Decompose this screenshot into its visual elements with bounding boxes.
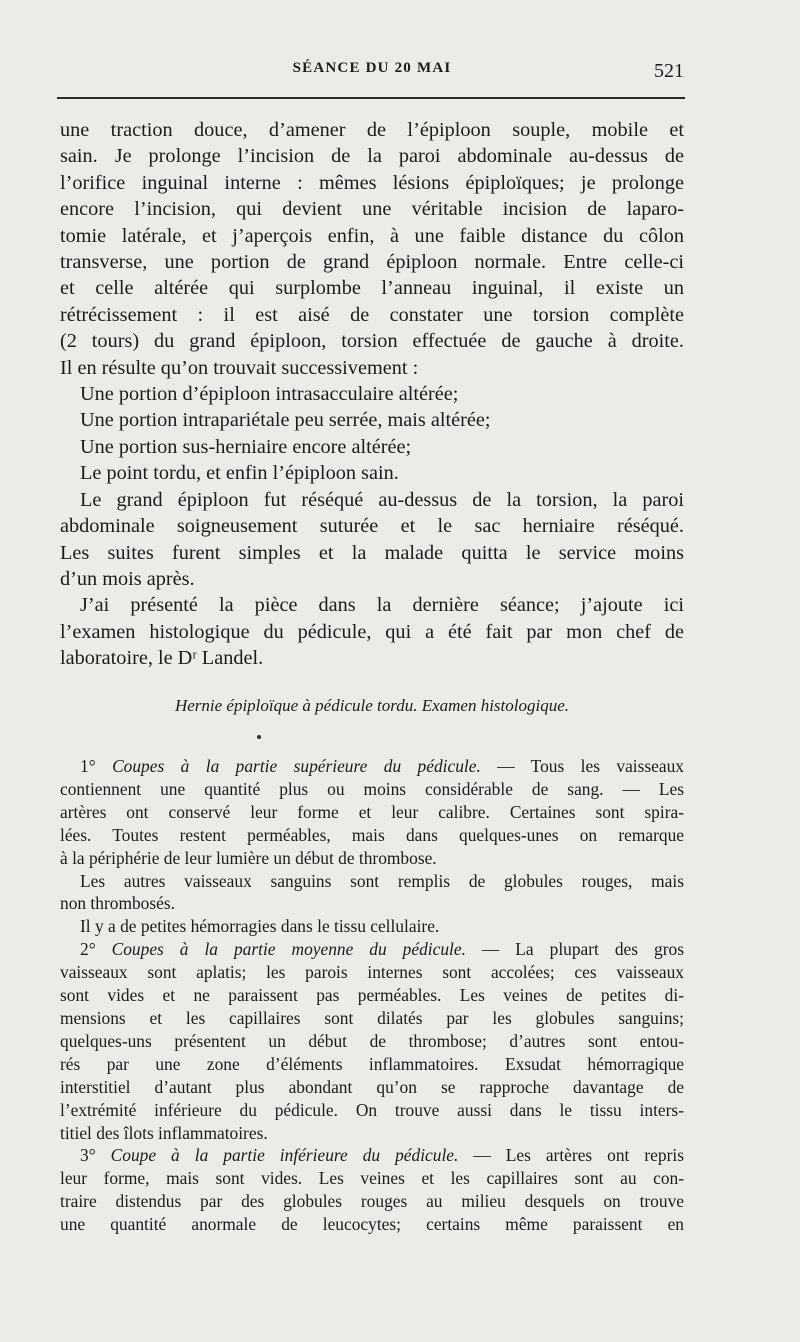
text-line: rétrécissement : il est aisé de constater une torsion complète (60, 303, 684, 326)
text-line: l’orifice inguinal interne : mêmes lésions épiploïques; je prolonge (60, 171, 684, 194)
text-line: mensions et les capillaires sont dilatés par les globules sanguins; (60, 1007, 684, 1028)
text-line: sain. Je prolonge l’incision de la paroi abdominale au-dessus de (60, 145, 684, 168)
text-line: interstitiel d’autant plus abondant qu’on se rapproche davantage de (60, 1076, 684, 1097)
paragraph-title: Coupes à la partie supérieure du pédicule. (112, 756, 481, 776)
paragraph-title: Coupes à la partie moyenne du pédicule. (111, 939, 466, 960)
body-text-main (60, 117, 684, 672)
text-line: artères ont conservé leur forme et leur calibre. Certaines sont spira- (60, 801, 684, 822)
text-line: Une portion sus-herniaire encore altérée; (80, 435, 412, 458)
running-title: SÉANCE DU 20 MAI (292, 60, 452, 76)
text-line: à la périphérie de leur lumière un début de thrombose. (60, 847, 437, 868)
text-line: tomie latérale, et j’aperçois enfin, à une faible distance du côlon (60, 224, 684, 247)
text-line: abdominale soigneusement suturée et le sac herniaire réséqué. (60, 515, 684, 538)
text-line: l’examen histologique du pédicule, qui a été fait par mon chef de (60, 620, 684, 643)
ornament-dot (257, 735, 261, 739)
text-line: Une portion d’épiploon intrasacculaire altérée; (80, 383, 459, 406)
paragraph-number: 2° (80, 939, 96, 960)
section-heading: Hernie épiploïque à pédicule tordu. Examen histologique. (174, 696, 570, 715)
paragraph-number: 3° (80, 1145, 96, 1166)
header-rule (57, 97, 685, 99)
body-text-histology (60, 755, 684, 1236)
text-line: et celle altérée qui surplombe l’anneau inguinal, il existe un (60, 277, 684, 300)
text-line: Il en résulte qu’on trouvait successivement : (60, 356, 419, 379)
text-fragment: — Tous les vaisseaux (480, 756, 684, 776)
text-line: Le point tordu, et enfin l’épiploon sain. (80, 462, 399, 485)
text-line: J’ai présenté la pièce dans la dernière séance; j’ajoute ici (80, 594, 684, 617)
text-line: transverse, une portion de grand épiploon normale. Entre celle-ci (60, 251, 684, 274)
paragraph-first-line (60, 755, 684, 778)
paragraph-first-line (60, 938, 684, 961)
text-line: (2 tours) du grand épiploon, torsion effectuée de gauche à droite. (60, 330, 684, 353)
text-line: non thrombosés. (60, 893, 175, 914)
text-line: Les suites furent simples et la malade quitta le service moins (60, 541, 684, 564)
text-fragment: — La plupart des gros (465, 939, 684, 960)
text-line: encore l’incision, qui devient une véritable incision de laparo- (60, 198, 684, 221)
text-line: Il y a de petites hémorragies dans le tissu cellulaire. (80, 916, 440, 937)
page-number: 521 (654, 60, 684, 82)
text-line: Les autres vaisseaux sanguins sont remplis de globules rouges, mais (80, 870, 684, 891)
text-line: sont vides et ne paraissent pas perméables. Les veines de petites di- (60, 985, 684, 1006)
text-line: laboratoire, le Dʳ Landel. (60, 647, 264, 670)
page-header (60, 60, 684, 84)
text-line: titiel des îlots inflammatoires. (60, 1122, 268, 1143)
text-line: d’un mois après. (60, 567, 195, 590)
text-line: l’extrémité inférieure du pédicule. On trouve aussi dans le tissu inters- (60, 1099, 684, 1120)
paragraph-title: Coupe à la partie inférieure du pédicule. (110, 1145, 459, 1166)
text-line: une quantité anormale de leucocytes; certains même paraissent en (60, 1214, 684, 1235)
text-line: Le grand épiploon fut réséqué au-dessus de la torsion, la paroi (80, 488, 684, 511)
text-line: contiennent une quantité plus ou moins considérable de sang. — Les (60, 778, 684, 799)
text-line: vaisseaux sont aplatis; les parois internes sont accolées; ces vaisseaux (60, 962, 684, 983)
text-line: lées. Toutes restent perméables, mais dans quelques-unes on remarque (60, 824, 684, 845)
text-line: traire distendus par des globules rouges au milieu desquels on trouve (60, 1191, 684, 1212)
text-line: quelques-uns présentent un début de thrombose; d’autres sont entou- (60, 1030, 684, 1051)
text-line: rés par une zone d’éléments inflammatoires. Exsudat hémorragique (60, 1053, 684, 1074)
text-line: Une portion intrapariétale peu serrée, mais altérée; (80, 409, 491, 432)
paragraph-first-line (60, 1144, 684, 1167)
text-line: une traction douce, d’amener de l’épiploon souple, mobile et (60, 119, 684, 141)
text-line: leur forme, mais sont vides. Les veines et les capillaires sont au con- (60, 1168, 684, 1189)
text-fragment: — Les artères ont repris (458, 1145, 684, 1166)
paragraph-number: 1° (80, 756, 96, 776)
